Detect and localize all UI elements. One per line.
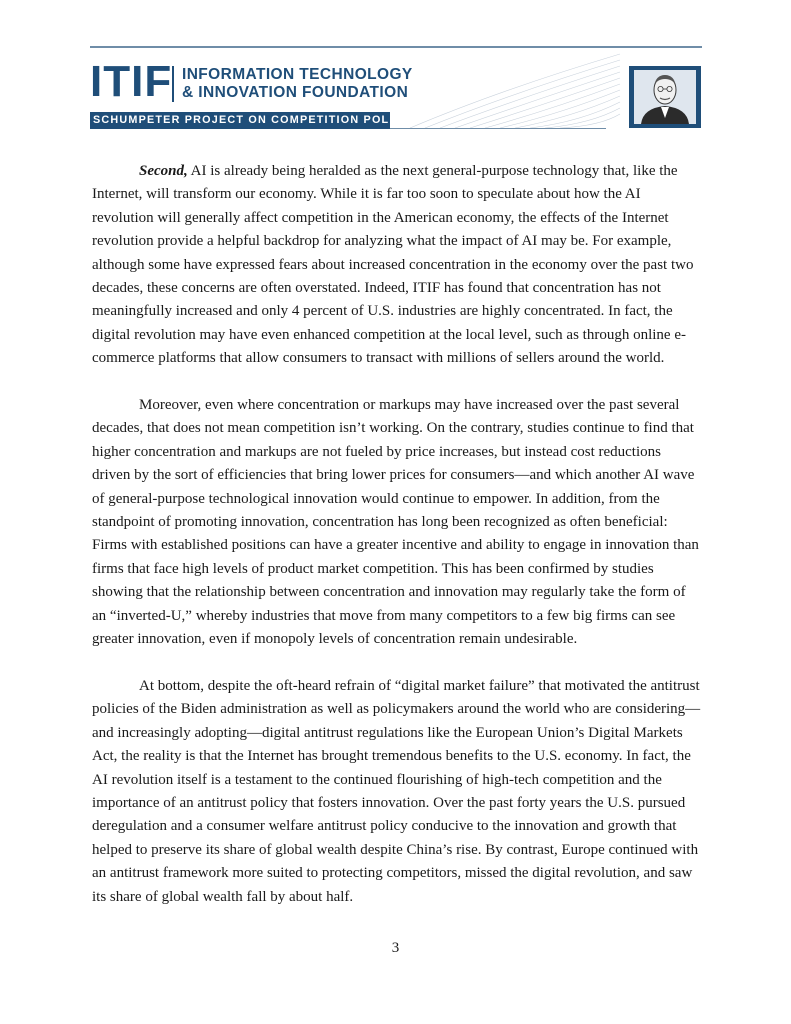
paragraph-lead: Second,	[139, 163, 188, 179]
page-number: 3	[391, 940, 400, 956]
body-paragraph	[92, 160, 702, 371]
body-paragraph: Moreover, even where concentration or markups may have increased over the past several decades, that does not mean competition isn’t working. On the contrary, studies continue to find that higher concentration and markups are not fueled by price increases, but instead cost reductions driven by the sort of efficiencies that bring lower prices for consumers—and which another AI wave of general-purpose technological innovation would continue to empower. In addition, from the standpoint of promoting innovation, concentration has long been recognized as often beneficial: Firms with established positions can have a greater incentive and ability to engage in innovation than firms that face high levels of product market competition. This has been confirmed by studies showing that the relationship between concentration and innovation may regularly take the form of an “inverted-U,” whereby industries that move from many competitors to a few big firms can see greater innovation, even if monopoly levels of concentration remain undesirable.	[92, 397, 699, 648]
paragraph-text: AI is already being heralded as the next general-purpose technology that, like the Internet, will transform our economy. While it is far too soon to speculate about how the AI revolution will generally affect competition in the American economy, the effects of the Internet revolution provide a helpful backdrop for analyzing what the impact of AI may be. For example, although some have expressed fears about increased concentration in the economy over the past two decades, these concerns are often overstated. Indeed, ITIF has found that concentration has not meaningfully increased and only 4 percent of U.S. industries are highly concentrated. In fact, the digital revolution may have even enhanced competition at the local level, such as through online e-commerce platforms that allow consumers to transact with millions of sellers around the world.	[92, 163, 694, 367]
organization-name	[182, 66, 413, 102]
project-banner: SCHUMPETER PROJECT ON COMPETITION POLICY	[90, 112, 390, 129]
logo-divider	[172, 66, 174, 102]
body-paragraph: At bottom, despite the oft-heard refrain of “digital market failure” that motivated the antitrust policies of the Biden administration as well as policymakers around the world who are considering—and increasingly adopting—digital antitrust regulations like the European Union’s Digital Markets Act, the reality is that the Internet has brought tremendous benefits to the U.S. economy. In fact, the AI revolution itself is a testament to the continued flourishing of high-tech competition and the importance of an antitrust policy that fosters innovation. Over the past forty years the U.S. pursued deregulation and a consumer welfare antitrust policy conducive to the innovation and growth that helped to preserve its share of global wealth despite China’s rise. By contrast, Europe continued with an antitrust framework more suited to protecting competitors, missed the digital revolution, and saw its share of global wealth fall by about half.	[92, 677, 701, 905]
organization-name-line-1: INFORMATION TECHNOLOGY	[182, 66, 413, 83]
header-rule	[90, 46, 702, 48]
portrait-icon	[629, 66, 701, 128]
itif-logo: ITIF	[90, 57, 173, 106]
banner-rule	[390, 128, 606, 129]
decorative-waves-icon	[380, 50, 630, 130]
organization-name-line-2: & INNOVATION FOUNDATION	[182, 84, 409, 101]
document-body	[92, 160, 702, 909]
